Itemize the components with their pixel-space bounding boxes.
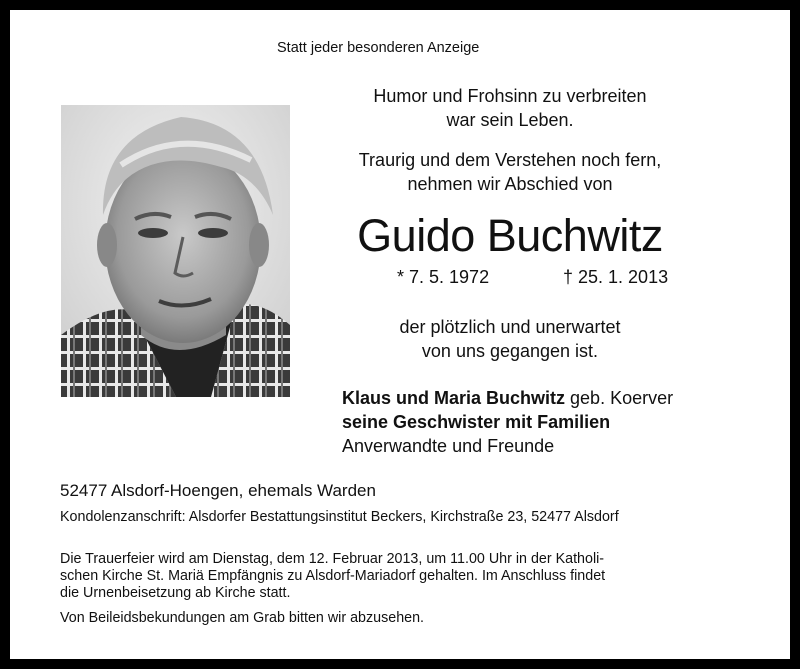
portrait-photo: [61, 105, 290, 397]
condolence-note: Von Beileidsbekundungen am Grab bitten wir abzusehen.: [60, 610, 425, 626]
mourners-line-1: [342, 386, 673, 410]
funeral-line-1: Die Trauerfeier wird am Dienstag, dem 12. Februar 2013, um 11.00 Uhr in der Katholi-: [60, 551, 605, 567]
intro-line-2: nehmen wir Abschied von: [407, 174, 613, 194]
passing-line-1: der plötzlich und unerwartet: [399, 317, 621, 337]
mourners-line-3: Anverwandte und Freunde: [342, 436, 555, 456]
condolence-address: Kondolenzanschrift: Alsdorfer Bestattungsinstitut Beckers, Kirchstraße 23, 52477 Alsdorf: [60, 509, 619, 525]
mourners-parents: Klaus und Maria Buchwitz: [342, 388, 566, 408]
mourners-maiden-name: geb. Koerver: [565, 388, 674, 408]
verse-line-2: war sein Leben.: [446, 110, 574, 130]
header-notice: Statt jeder besonderen Anzeige: [277, 40, 480, 56]
verse-line-1: Humor und Frohsinn zu verbreiten: [373, 86, 647, 106]
obituary-card: [10, 10, 790, 659]
funeral-line-2: schen Kirche St. Mariä Empfängnis zu Alsdorf-Mariadorf gehalten. Im Anschluss findet: [60, 568, 606, 584]
mourners-line-2: seine Geschwister mit Familien: [342, 412, 611, 432]
death-date: † 25. 1. 2013: [563, 267, 669, 287]
intro-line-1: Traurig und dem Verstehen noch fern,: [358, 150, 662, 170]
birth-date: * 7. 5. 1972: [397, 267, 490, 287]
funeral-line-3: die Urnenbeisetzung ab Kirche statt.: [60, 585, 291, 601]
deceased-name: Guido Buchwitz: [357, 210, 663, 261]
passing-line-2: von uns gegangen ist.: [421, 341, 599, 361]
address-place: 52477 Alsdorf-Hoengen, ehemals Warden: [60, 481, 376, 500]
